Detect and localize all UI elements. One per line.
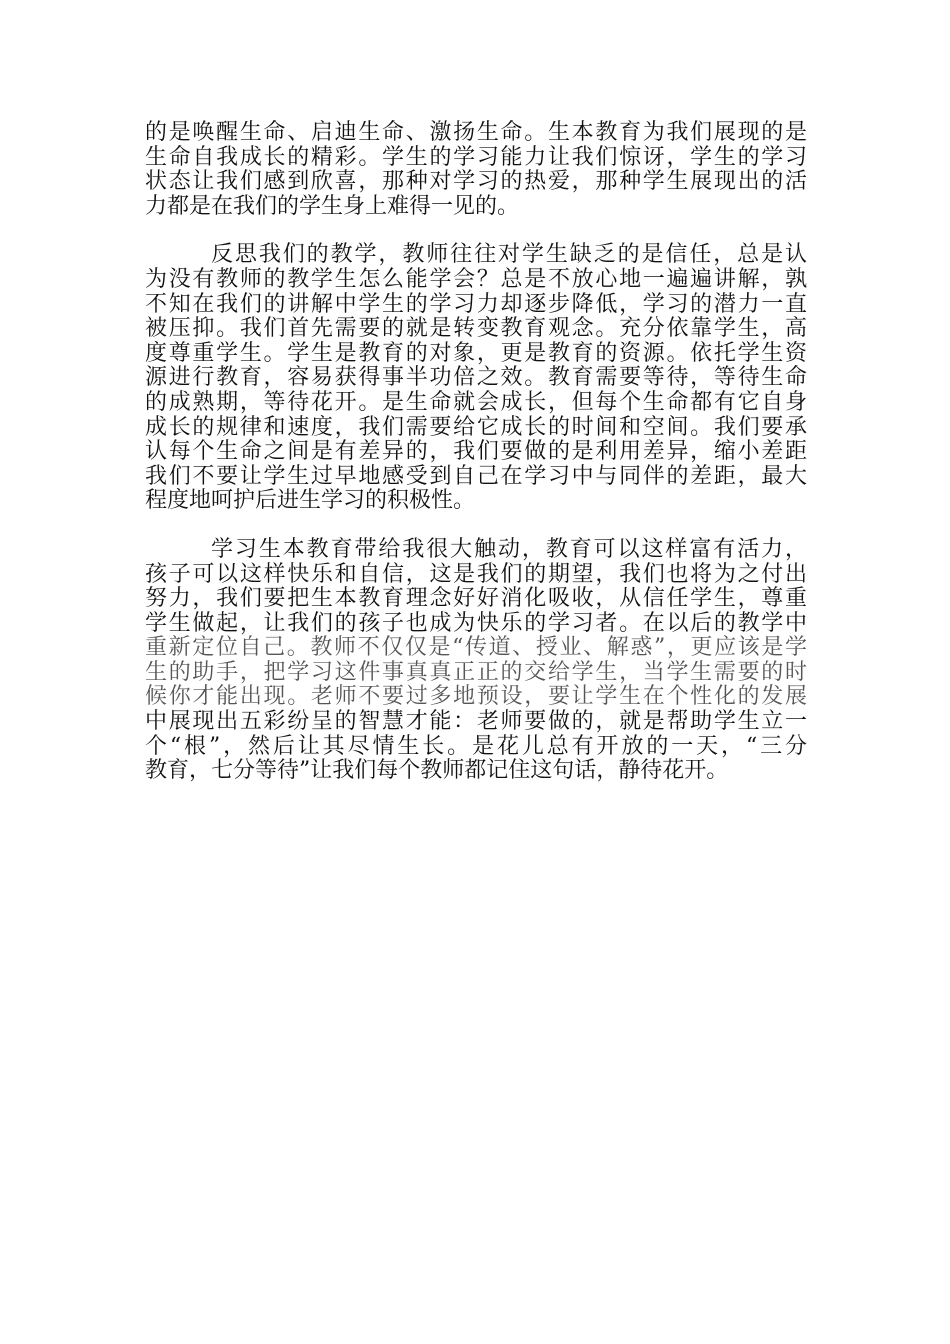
paragraph-line: 生的助手，把学习这件事真真正正的交给学生，当学生需要的时 xyxy=(145,659,807,685)
paragraph-3 xyxy=(145,538,807,784)
paragraph-line: 程度地呵护后进生学习的积极性。 xyxy=(145,488,476,514)
paragraph-line: 力都是在我们的学生身上难得一见的。 xyxy=(145,193,520,219)
paragraph-line: 成长的规律和速度，我们需要给它成长的时间和空间。我们要承 xyxy=(145,414,807,440)
paragraph-1 xyxy=(145,121,807,219)
paragraph-line: 学习生本教育带给我很大触动，教育可以这样富有活力， xyxy=(211,536,807,562)
paragraph-line: 中展现出五彩纷呈的智慧才能：老师要做的，就是帮助学生立一 xyxy=(145,709,807,735)
paragraph-line: 我们不要让学生过早地感受到自己在学习中与同伴的差距，最大 xyxy=(145,463,807,489)
paragraph-2 xyxy=(145,243,807,514)
paragraph-line: 生命自我成长的精彩。学生的学习能力让我们惊讶，学生的学习 xyxy=(145,144,807,170)
paragraph-line: 的是唤醒生命、启迪生命、激扬生命。生本教育为我们展现的是 xyxy=(145,120,807,145)
document-body xyxy=(145,121,807,784)
paragraph-line: 努力，我们要把生本教育理念好好消化吸收，从信任学生，尊重 xyxy=(145,586,807,612)
paragraph-line: 孩子可以这样快乐和自信，这是我们的期望，我们也将为之付出 xyxy=(145,561,807,587)
paragraph-line: 的成熟期，等待花开。是生命就会成长，但每个生命都有它自身 xyxy=(145,389,807,415)
paragraph-line: 源进行教育，容易获得事半功倍之效。教育需要等待，等待生命 xyxy=(145,365,807,391)
paragraph-line: 状态让我们感到欣喜，那种对学习的热爱，那种学生展现出的活 xyxy=(145,169,807,195)
paragraph-line: 认每个生命之间是有差异的，我们要做的是利用差异，缩小差距 xyxy=(145,439,807,465)
paragraph-line: 被压抑。我们首先需要的就是转变教育观念。充分依靠学生，高 xyxy=(145,316,807,342)
paragraph-line: 为没有教师的教学生怎么能学会？总是不放心地一遍遍讲解，孰 xyxy=(145,266,807,292)
paragraph-line: 候你才能出现。老师不要过多地预设，要让学生在个性化的发展 xyxy=(145,684,807,710)
paragraph-line: 重新定位自己。教师不仅仅是“传道、授业、解惑”，更应该是学 xyxy=(145,635,807,661)
paragraph-line: 教育，七分等待”让我们每个教师都记住这句话，静待花开。 xyxy=(145,758,729,784)
paragraph-line: 度尊重学生。学生是教育的对象，更是教育的资源。依托学生资 xyxy=(145,340,807,366)
paragraph-line: 不知在我们的讲解中学生的学习力却逐步降低，学习的潜力一直 xyxy=(145,291,807,317)
paragraph-line: 反思我们的教学，教师往往对学生缺乏的是信任，总是认 xyxy=(211,242,807,268)
paragraph-line: 学生做起，让我们的孩子也成为快乐的学习者。在以后的教学中 xyxy=(145,610,807,636)
paragraph-line: 个“根”，然后让其尽情生长。是花儿总有开放的一天，“三分 xyxy=(145,733,807,759)
